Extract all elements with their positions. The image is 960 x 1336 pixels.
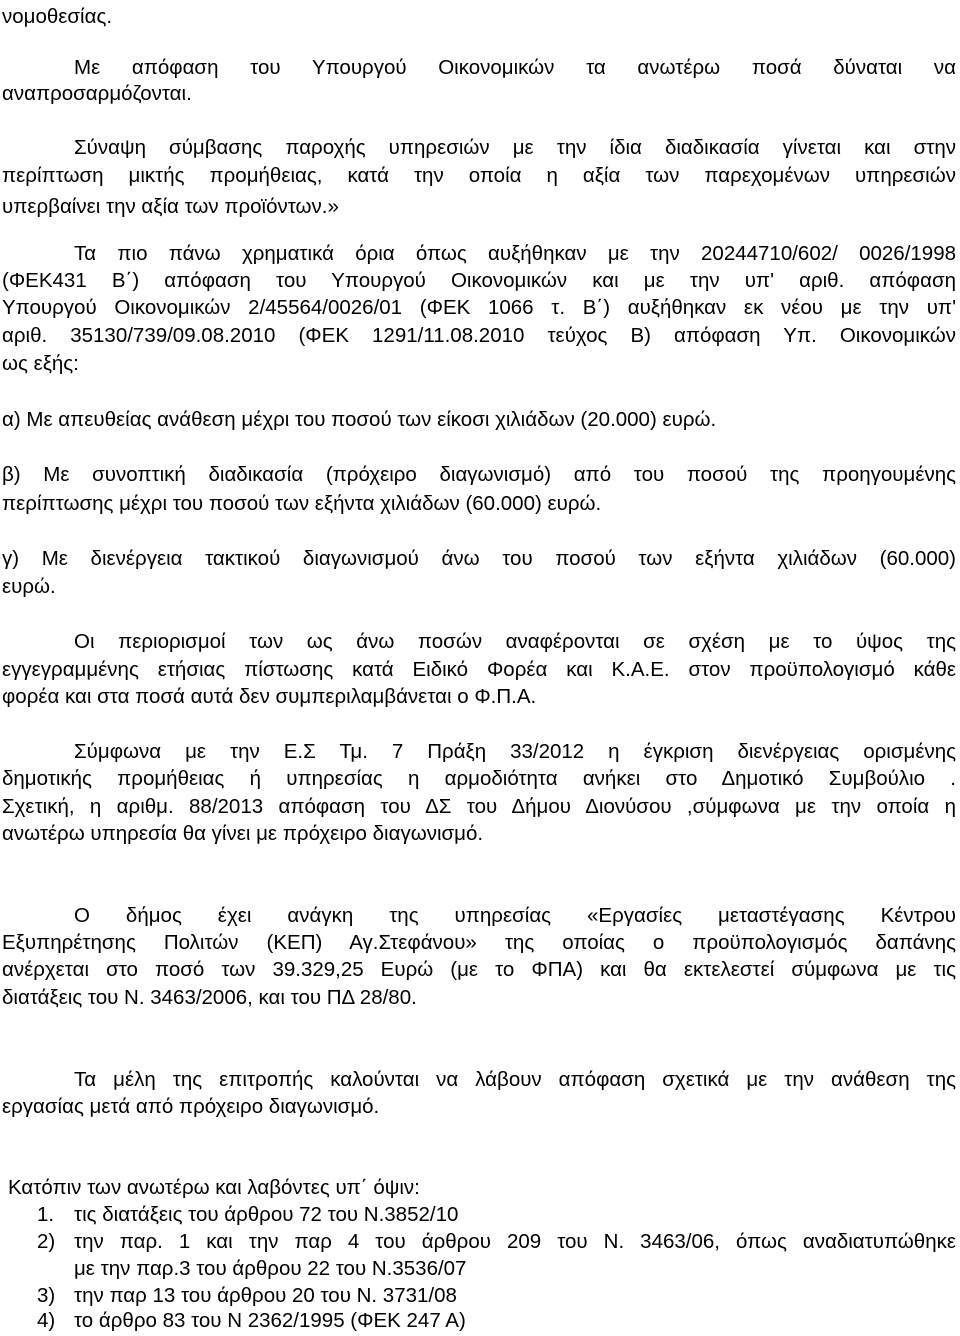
text-line: περίπτωση μικτής προμήθειας, κατά την οποία η αξία των παρεχομένων υπηρεσιών	[2, 164, 956, 187]
text-line: Οι περιορισμοί των ως άνω ποσών αναφέρονται σε σχέση με το ύψος της	[74, 630, 956, 653]
text-line: διατάξεις του Ν. 3463/2006, και του ΠΔ 28/80.	[2, 986, 417, 1009]
text-line: δημοτικής προμήθειας ή υπηρεσίας η αρμοδιότητα ανήκει στο Δημοτικό Συμβούλιο .	[2, 767, 956, 790]
text-line: α) Με απευθείας ανάθεση μέχρι του ποσού των είκοσι χιλιάδων (20.000) ευρώ.	[2, 408, 717, 431]
text-line: ανέρχεται στο ποσό των 39.329,25 Ευρώ (με το ΦΠΑ) και θα εκτελεστεί σύμφωνα με τις	[2, 958, 956, 981]
text-line: β) Με συνοπτική διαδικασία (πρόχειρο διαγωνισμό) από του ποσού της προηγουμένης	[2, 463, 956, 486]
text-line: εγγεγραμμένης ετήσιας πίστωσης κατά Ειδικό Φορέα και Κ.Α.Ε. στον προϋπολογισμό κάθε	[2, 658, 956, 681]
text-line: ανωτέρω υπηρεσία θα γίνει με πρόχειρο διαγωνισμό.	[2, 822, 484, 845]
text-line: Ο δήμος έχει ανάγκη της υπηρεσίας «Εργασίες μεταστέγασης Κέντρου	[74, 904, 956, 927]
text-line: Τα μέλη της επιτροπής καλούνται να λάβουν απόφαση σχετικά με την ανάθεση της	[74, 1068, 956, 1091]
text-line: νομοθεσίας.	[2, 5, 113, 28]
list-item-number: 4)	[37, 1309, 56, 1332]
list-item-number: 1.	[37, 1203, 55, 1226]
text-line: αριθ. 35130/739/09.08.2010 (ΦΕΚ 1291/11.08.2010 τεύχος Β) απόφαση Υπ. Οικονομικών	[2, 324, 956, 347]
text-line: γ) Με διενέργεια τακτικού διαγωνισμού άνω του ποσού των εξήντα χιλιάδων (60.000)	[2, 547, 956, 570]
text-line: (ΦΕΚ431 Β΄) απόφαση του Υπουργού Οικονομικών και με την υπ' αριθ. απόφαση	[2, 269, 956, 292]
text-line: Τα πιο πάνω χρηματικά όρια όπως αυξήθηκαν με την 20244710/602/ 0026/1998	[74, 242, 956, 265]
text-line: Σύναψη σύμβασης παροχής υπηρεσιών με την ίδια διαδικασία γίνεται και στην	[74, 136, 956, 159]
list-item-number: 3)	[37, 1284, 56, 1307]
text-line: εργασίας μετά από πρόχειρο διαγωνισμό.	[2, 1095, 380, 1118]
text-line: φορέα και στα ποσά αυτά δεν συμπεριλαμβάνεται ο Φ.Π.Α.	[2, 685, 537, 708]
text-line: Κατόπιν των ανωτέρω και λαβόντες υπ΄ όψιν:	[8, 1176, 420, 1199]
list-item-text: την παρ 13 του άρθρου 20 του Ν. 3731/08	[74, 1284, 457, 1307]
text-line: περίπτωσης μέχρι του ποσού των εξήντα χιλιάδων (60.000) ευρώ.	[2, 492, 602, 515]
text-line: αναπροσαρμόζονται.	[2, 82, 192, 105]
list-item-number: 2)	[37, 1230, 56, 1253]
list-item-text: την παρ. 1 και την παρ 4 του άρθρου 209 του Ν. 3463/06, όπως αναδιατυπώθηκε	[74, 1230, 956, 1253]
text-line: Με απόφαση του Υπουργού Οικονομικών τα ανωτέρω ποσά δύναται να	[74, 56, 956, 79]
list-item-text: με την παρ.3 του άρθρου 22 του Ν.3536/07	[74, 1257, 467, 1280]
text-line: ευρώ.	[2, 575, 56, 598]
text-line: Σύμφωνα με την Ε.Σ Τμ. 7 Πράξη 33/2012 η έγκριση διενέργειας ορισμένης	[74, 740, 956, 763]
text-line: ως εξής:	[2, 352, 79, 375]
text-line: Σχετική, η αριθμ. 88/2013 απόφαση του ΔΣ του Δήμου Διονύσου ,σύμφωνα με την οποία η	[2, 795, 956, 818]
list-item-text: τις διατάξεις του άρθρου 72 του Ν.3852/10	[74, 1203, 459, 1226]
text-line: Εξυπηρέτησης Πολιτών (ΚΕΠ) Αγ.Στεφάνου» της οποίας ο προϋπολογισμός δαπάνης	[2, 931, 956, 954]
text-line: υπερβαίνει την αξία των προϊόντων.»	[2, 195, 339, 218]
list-item-text: το άρθρο 83 του Ν 2362/1995 (ΦΕΚ 247 Α)	[74, 1309, 466, 1332]
text-line: Υπουργού Οικονομικών 2/45564/0026/01 (ΦΕΚ 1066 τ. Β΄) αυξήθηκαν εκ νέου με την υπ'	[2, 296, 956, 319]
